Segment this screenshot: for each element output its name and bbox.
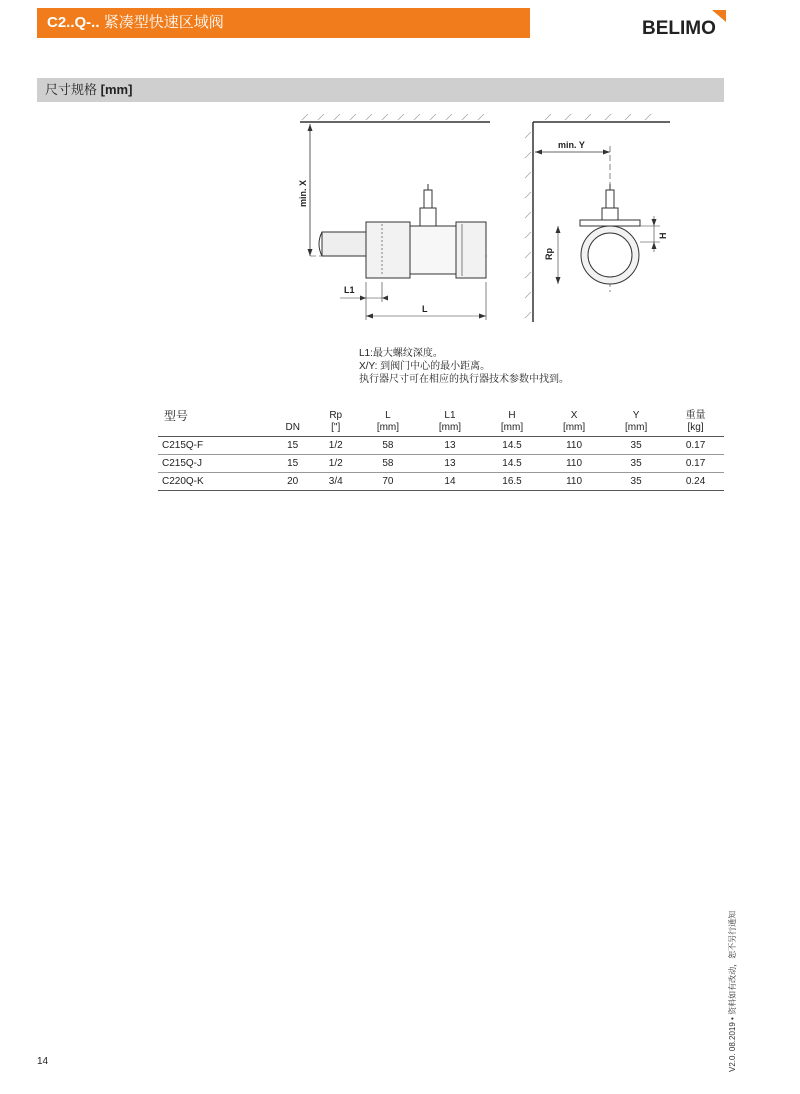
l-label: L [422, 304, 428, 314]
cell-weight: 0.17 [685, 458, 706, 469]
cell-model: C220Q-K [162, 476, 204, 487]
cell-h: 14.5 [502, 458, 522, 469]
min-x-label: min. X [298, 179, 308, 207]
cell-l1: 13 [444, 440, 456, 451]
cell-l: 70 [382, 476, 394, 487]
note-line: X/Y: 到阀门中心的最小距离。 [359, 361, 491, 372]
brand-name: BELIMO [642, 18, 716, 39]
col-header-model: 型号 [164, 409, 189, 423]
note-line: 执行器尺寸可在相应的执行器技术参数中找到。 [359, 374, 569, 385]
col-header-h: H [mm] [500, 410, 524, 433]
cell-l1: 13 [444, 458, 456, 469]
side-view [300, 114, 490, 320]
cell-x: 110 [566, 476, 583, 487]
cell-y: 35 [630, 476, 642, 487]
h-label: H [658, 232, 668, 239]
cell-model: C215Q-J [162, 458, 203, 469]
cell-rp: 1/2 [328, 440, 343, 451]
cell-y: 35 [630, 440, 642, 451]
cell-rp: 3/4 [328, 476, 343, 487]
cell-weight: 0.17 [685, 440, 706, 451]
product-title: 紧凑型快速区域阀 [103, 14, 224, 31]
specification-table [158, 410, 724, 491]
section-title-bar [37, 78, 724, 102]
cell-weight: 0.24 [685, 476, 706, 487]
cell-model: C215Q-F [162, 440, 204, 451]
ceiling-hatch [302, 114, 484, 120]
note-line: L1:最大螺纹深度。 [359, 348, 443, 359]
cell-y: 35 [630, 458, 642, 469]
page-number: 14 [37, 1056, 49, 1067]
table-header-row [158, 410, 724, 437]
l1-label: L1 [344, 285, 355, 295]
cell-rp: 1/2 [328, 458, 343, 469]
min-y-label: min. Y [558, 140, 585, 150]
wall-hatch [525, 114, 651, 318]
cell-dn: 20 [287, 476, 299, 487]
table-row [158, 455, 724, 473]
version-note: V2.0. 08.2019 • 资料如有改动，恕不另行通知 [728, 910, 737, 1072]
col-header-y: Y [mm] [625, 410, 648, 433]
cell-h: 14.5 [502, 440, 522, 451]
col-header-dn: DN [285, 422, 300, 433]
section-unit: [mm] [100, 82, 133, 97]
col-header-l: L [mm] [376, 410, 400, 433]
dimension-notes [359, 347, 569, 386]
table-row [158, 437, 724, 455]
front-view [525, 114, 670, 322]
dimension-drawing [290, 112, 690, 327]
col-header-l1: L1 [mm] [438, 410, 462, 433]
document-header [37, 8, 530, 38]
cell-l: 58 [382, 458, 394, 469]
section-title: 尺寸规格 [45, 82, 98, 97]
col-header-x: X [mm] [562, 410, 586, 433]
col-header-weight: 重量 [kg] [685, 410, 706, 433]
belimo-logo [642, 8, 727, 40]
cell-dn: 15 [287, 458, 299, 469]
cell-x: 110 [566, 458, 583, 469]
col-header-rp: Rp ["] [329, 410, 343, 433]
rp-label: Rp [544, 248, 554, 260]
table-row [158, 473, 724, 491]
cell-h: 16.5 [502, 476, 522, 487]
cell-l1: 14 [444, 476, 456, 487]
cell-x: 110 [566, 440, 583, 451]
cell-l: 58 [382, 440, 394, 451]
product-code: C2..Q-.. [47, 14, 100, 31]
cell-dn: 15 [287, 440, 299, 451]
